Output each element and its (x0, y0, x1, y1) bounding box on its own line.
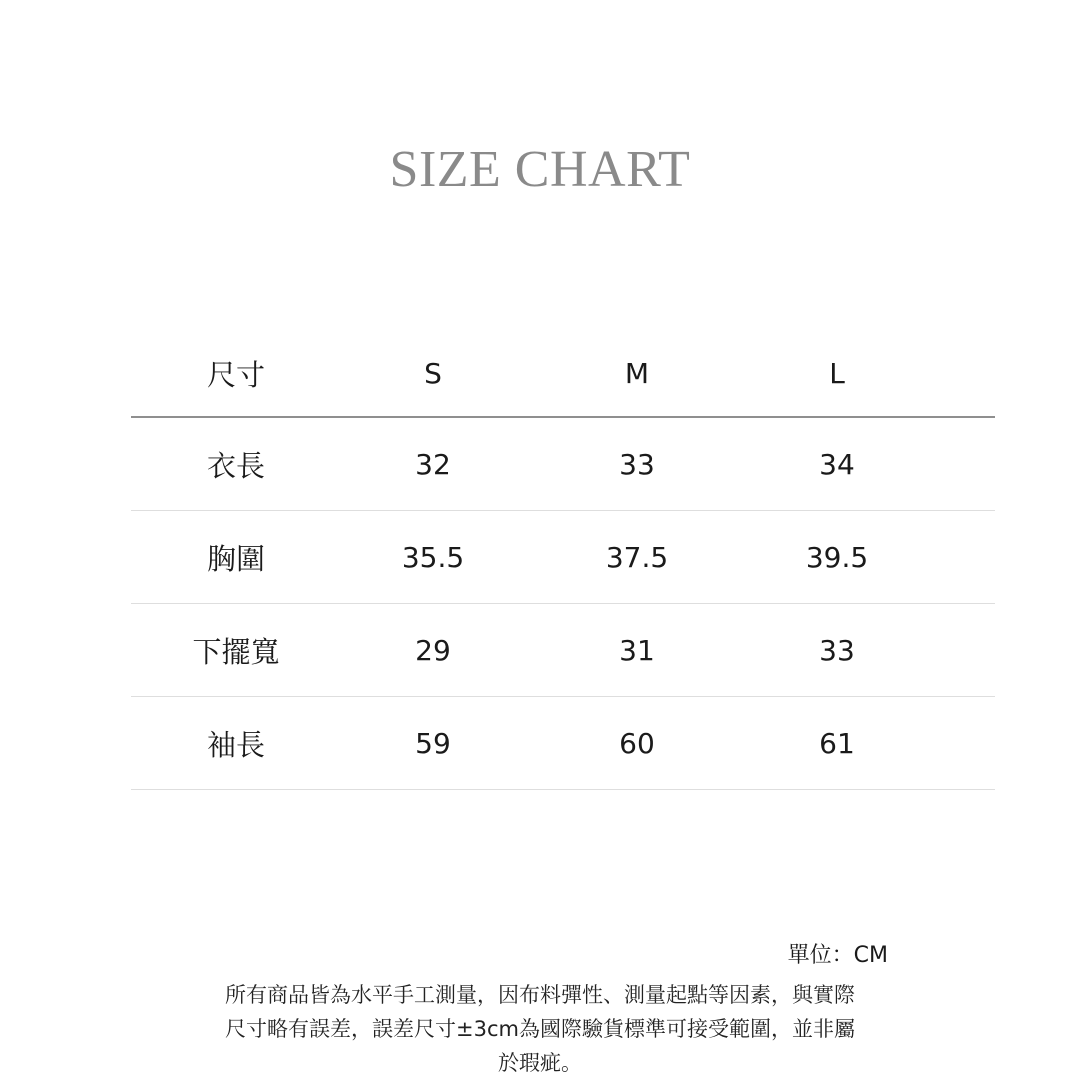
table-row (131, 697, 995, 790)
table-row (131, 604, 995, 697)
measurement-note (140, 978, 940, 1080)
header-cell-size: 尺寸 (206, 357, 265, 392)
table-cell: 35.5 (401, 540, 465, 574)
size-table (131, 330, 995, 790)
table-row (131, 418, 995, 511)
table-cell: 32 (415, 447, 451, 481)
chart-title: SIZE CHART (389, 141, 691, 198)
table-cell: 33 (619, 447, 655, 481)
header-cell-l: L (829, 356, 845, 390)
table-cell: 59 (415, 726, 451, 760)
note-line: 所有商品皆為水平手工測量，因布料彈性、測量起點等因素，與實際 (225, 983, 855, 1007)
table-cell: 34 (819, 447, 855, 481)
table-header-row (131, 330, 995, 418)
table-cell: 61 (819, 726, 855, 760)
row-label: 衣長 (206, 448, 265, 483)
unit-label: 單位：CM (787, 943, 888, 968)
row-label: 下擺寬 (192, 634, 280, 669)
note-line: 尺寸略有誤差，誤差尺寸±3cm為國際驗貨標準可接受範圍，並非屬 (225, 1017, 855, 1041)
table-cell: 37.5 (605, 540, 669, 574)
row-label: 袖長 (206, 727, 265, 762)
table-cell: 39.5 (805, 540, 869, 574)
header-cell-m: M (624, 356, 650, 390)
note-line: 於瑕疵。 (498, 1051, 582, 1075)
table-row (131, 511, 995, 604)
table-cell: 60 (619, 726, 655, 760)
table-cell: 29 (415, 633, 451, 667)
table-cell: 31 (619, 633, 655, 667)
row-label: 胸圍 (206, 541, 265, 576)
table-cell: 33 (819, 633, 855, 667)
header-cell-s: S (424, 356, 442, 390)
